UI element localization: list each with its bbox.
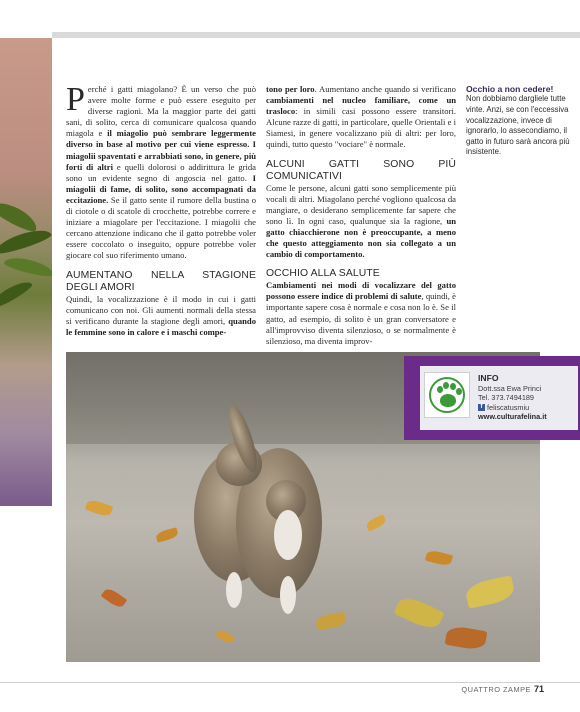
- section-heading-mating-season: AUMENTANO NELLA STAGIONE DEGLI AMORI: [66, 269, 256, 293]
- left-edge-photo: [0, 38, 52, 506]
- article-column-1: [66, 81, 256, 338]
- article-column-2: [266, 84, 456, 347]
- info-facebook[interactable]: f feliscatusmiu: [478, 403, 578, 413]
- info-contact: [478, 374, 578, 422]
- sidebar-tip: [466, 84, 572, 158]
- info-title: INFO: [478, 373, 499, 383]
- sidebar-tip-heading: Occhio a non cedere!: [466, 84, 554, 94]
- info-website-link[interactable]: www.culturafelina.it: [478, 412, 547, 422]
- page-folio: [461, 684, 544, 694]
- continuation-paragraph: tono per loro. Aumentano anche quando si verificano cambiamenti nel nucleo familiare, come un trasloco: in simili casi possono essere transitori. Alcune razze di gatti, in particolare, quelle Orientali e i Siamesi, in genere vocalizzano più di altri: per loro, quindi, tutto questo "vociare" è normale.: [266, 84, 456, 150]
- section-heading-communicative: ALCUNI GATTI SONO PIÙ COMUNICATIVI: [266, 158, 456, 182]
- info-name: Dott.ssa Ewa Princi: [478, 383, 542, 393]
- top-rule: [52, 32, 580, 38]
- intro-paragraph: Perché i gatti miagolano? È un verso che può avere molte forme e può essere eseguito per diverse ragioni. Ma la maggior parte dei gatti sani, di solito, cerca di comunicare qualcosa quando miagola e il miagolio può sembrare leggermente diverso in base al motivo per cui viene espresso. I miagolii spaventati e arrabbiati sono, in genere, più forti di altri e quelli dolorosi o addirittura le grida sono un evidente segno di angoscia nel gatto. I miagolii di fame, di solito, sono accompagnati da eccitazione. Se il gatto sente il rumore della bustina o di ciotole o di scatole di crocchette, potrebbe correre e iniziare a miagolare per l'eccitazione. I miagolii che cercano attenzione indicano che il gatto potrebbe voler essere coccolato o inseguito, oppure potrebbe voler giocare col suo riferimento umano.: [66, 81, 256, 261]
- footer-rule: [0, 682, 580, 683]
- communicative-paragraph: Come le persone, alcuni gatti sono semplicemente più vocali di altri. Miagolano perché vogliono qualcosa da mangiare, o desiderano semplicemente far sapere che sono lì. In ogni caso, qualunque sia la ragione, un gatto chiacchierone non è preoccupante, a meno che questo atteggiamento non sia collegato a un cambio di comportamento.: [266, 182, 456, 260]
- section-heading-health: OCCHIO ALLA SALUTE: [266, 268, 380, 280]
- magazine-name: QUATTRO ZAMPE: [461, 685, 531, 694]
- mating-season-paragraph: Quindi, la vocalizzazione è il modo in cui i gatti comunicano con noi. Gli aumenti normali della stessa si verificano durante la stagione degli amori, quando le femmine sono in calore e i maschi compe-: [66, 293, 256, 337]
- facebook-icon: f: [478, 404, 485, 411]
- info-phone: Tel. 373.7494189: [478, 393, 534, 403]
- health-paragraph: Cambiamenti nei modi di vocalizzare del gatto possono essere indice di problemi di salute, quindi, è importante sapere cosa è normale e cosa non lo è. Se il gatto, ad esempio, di solito è un gran conversatore e all'improvviso diventa silenzioso, o se normalmente è silenzioso, ma diventa improv-: [266, 280, 456, 346]
- drop-cap: P: [66, 81, 85, 118]
- page-number: 71: [533, 684, 544, 694]
- sidebar-tip-body: Non dobbiamo dargliele tutte vinte. Anzi, se con l'eccessiva vocalizzazione, invece di ignorarlo, lo assecondiamo, il gatto in futuro sarà ancora più insistente.: [466, 94, 570, 157]
- cultura-felina-logo: [424, 372, 470, 418]
